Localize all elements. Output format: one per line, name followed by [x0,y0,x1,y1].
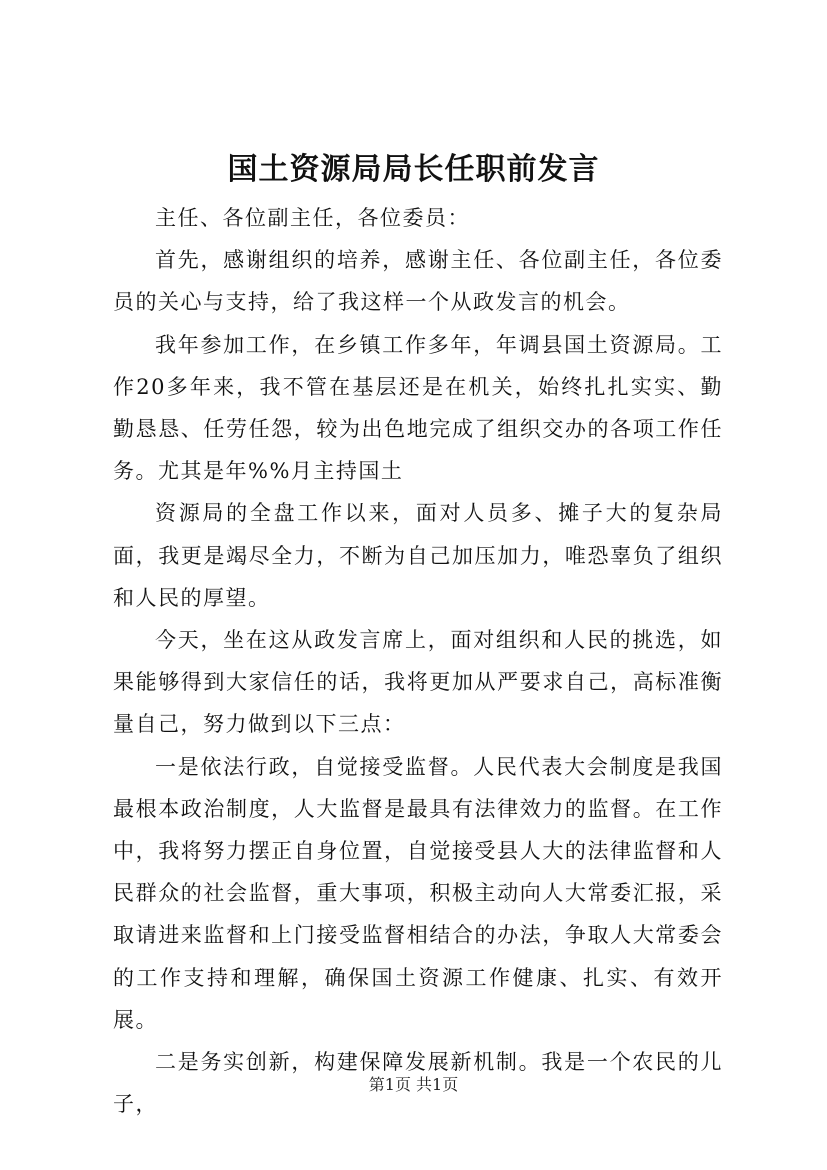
paragraph-point-one: 一是依法行政，自觉接受监督。人民代表大会制度是我国最根本政治制度，人大监督是最具有法律效力的监督。在工作中，我将努力摆正自身位置，自觉接受县人大的法律监督和人民群众的社会监督，重大事项，积极主动向人大常委汇报，采取请进来监督和上门接受监督相结合的办法，争取人大常委会的工作支持和理解，确保国土资源工作健康、扎实、有效开展。 [113,754,723,1032]
document-title: 国土资源局局长任职前发言 [227,152,600,187]
paragraph-point-two: 二是务实创新，构建保障发展新机制。我是一个农民的儿子， [113,1050,723,1117]
paragraph-thanks: 首先，感谢组织的培养，感谢主任、各位副主任，各位委员的关心与支持，给了我这样一个从政发言的机会。 [113,248,723,315]
page-footer: 第1页 共1页 [368,1075,459,1094]
paragraph-career: 我年参加工作，在乡镇工作多年，年调县国土资源局。工作20多年来，我不管在基层还是在机关，始终扎扎实实、勤勤恳恳、任劳任怨，较为出色地完成了组织交办的各项工作任务。尤其是年%%月主持国土 [113,332,723,484]
document-body [113,197,723,1125]
paragraph-salutation: 主任、各位副主任，各位委员： [155,206,470,230]
paragraph-commitment: 今天，坐在这从政发言席上，面对组织和人民的挑选，如果能够得到大家信任的话，我将更加从严要求自己，高标准衡量自己，努力做到以下三点： [113,628,723,737]
paragraph-career-continued: 资源局的全盘工作以来，面对人员多、摊子大的复杂局面，我更是竭尽全力，不断为自己加压加力，唯恐辜负了组织和人民的厚望。 [113,501,723,610]
